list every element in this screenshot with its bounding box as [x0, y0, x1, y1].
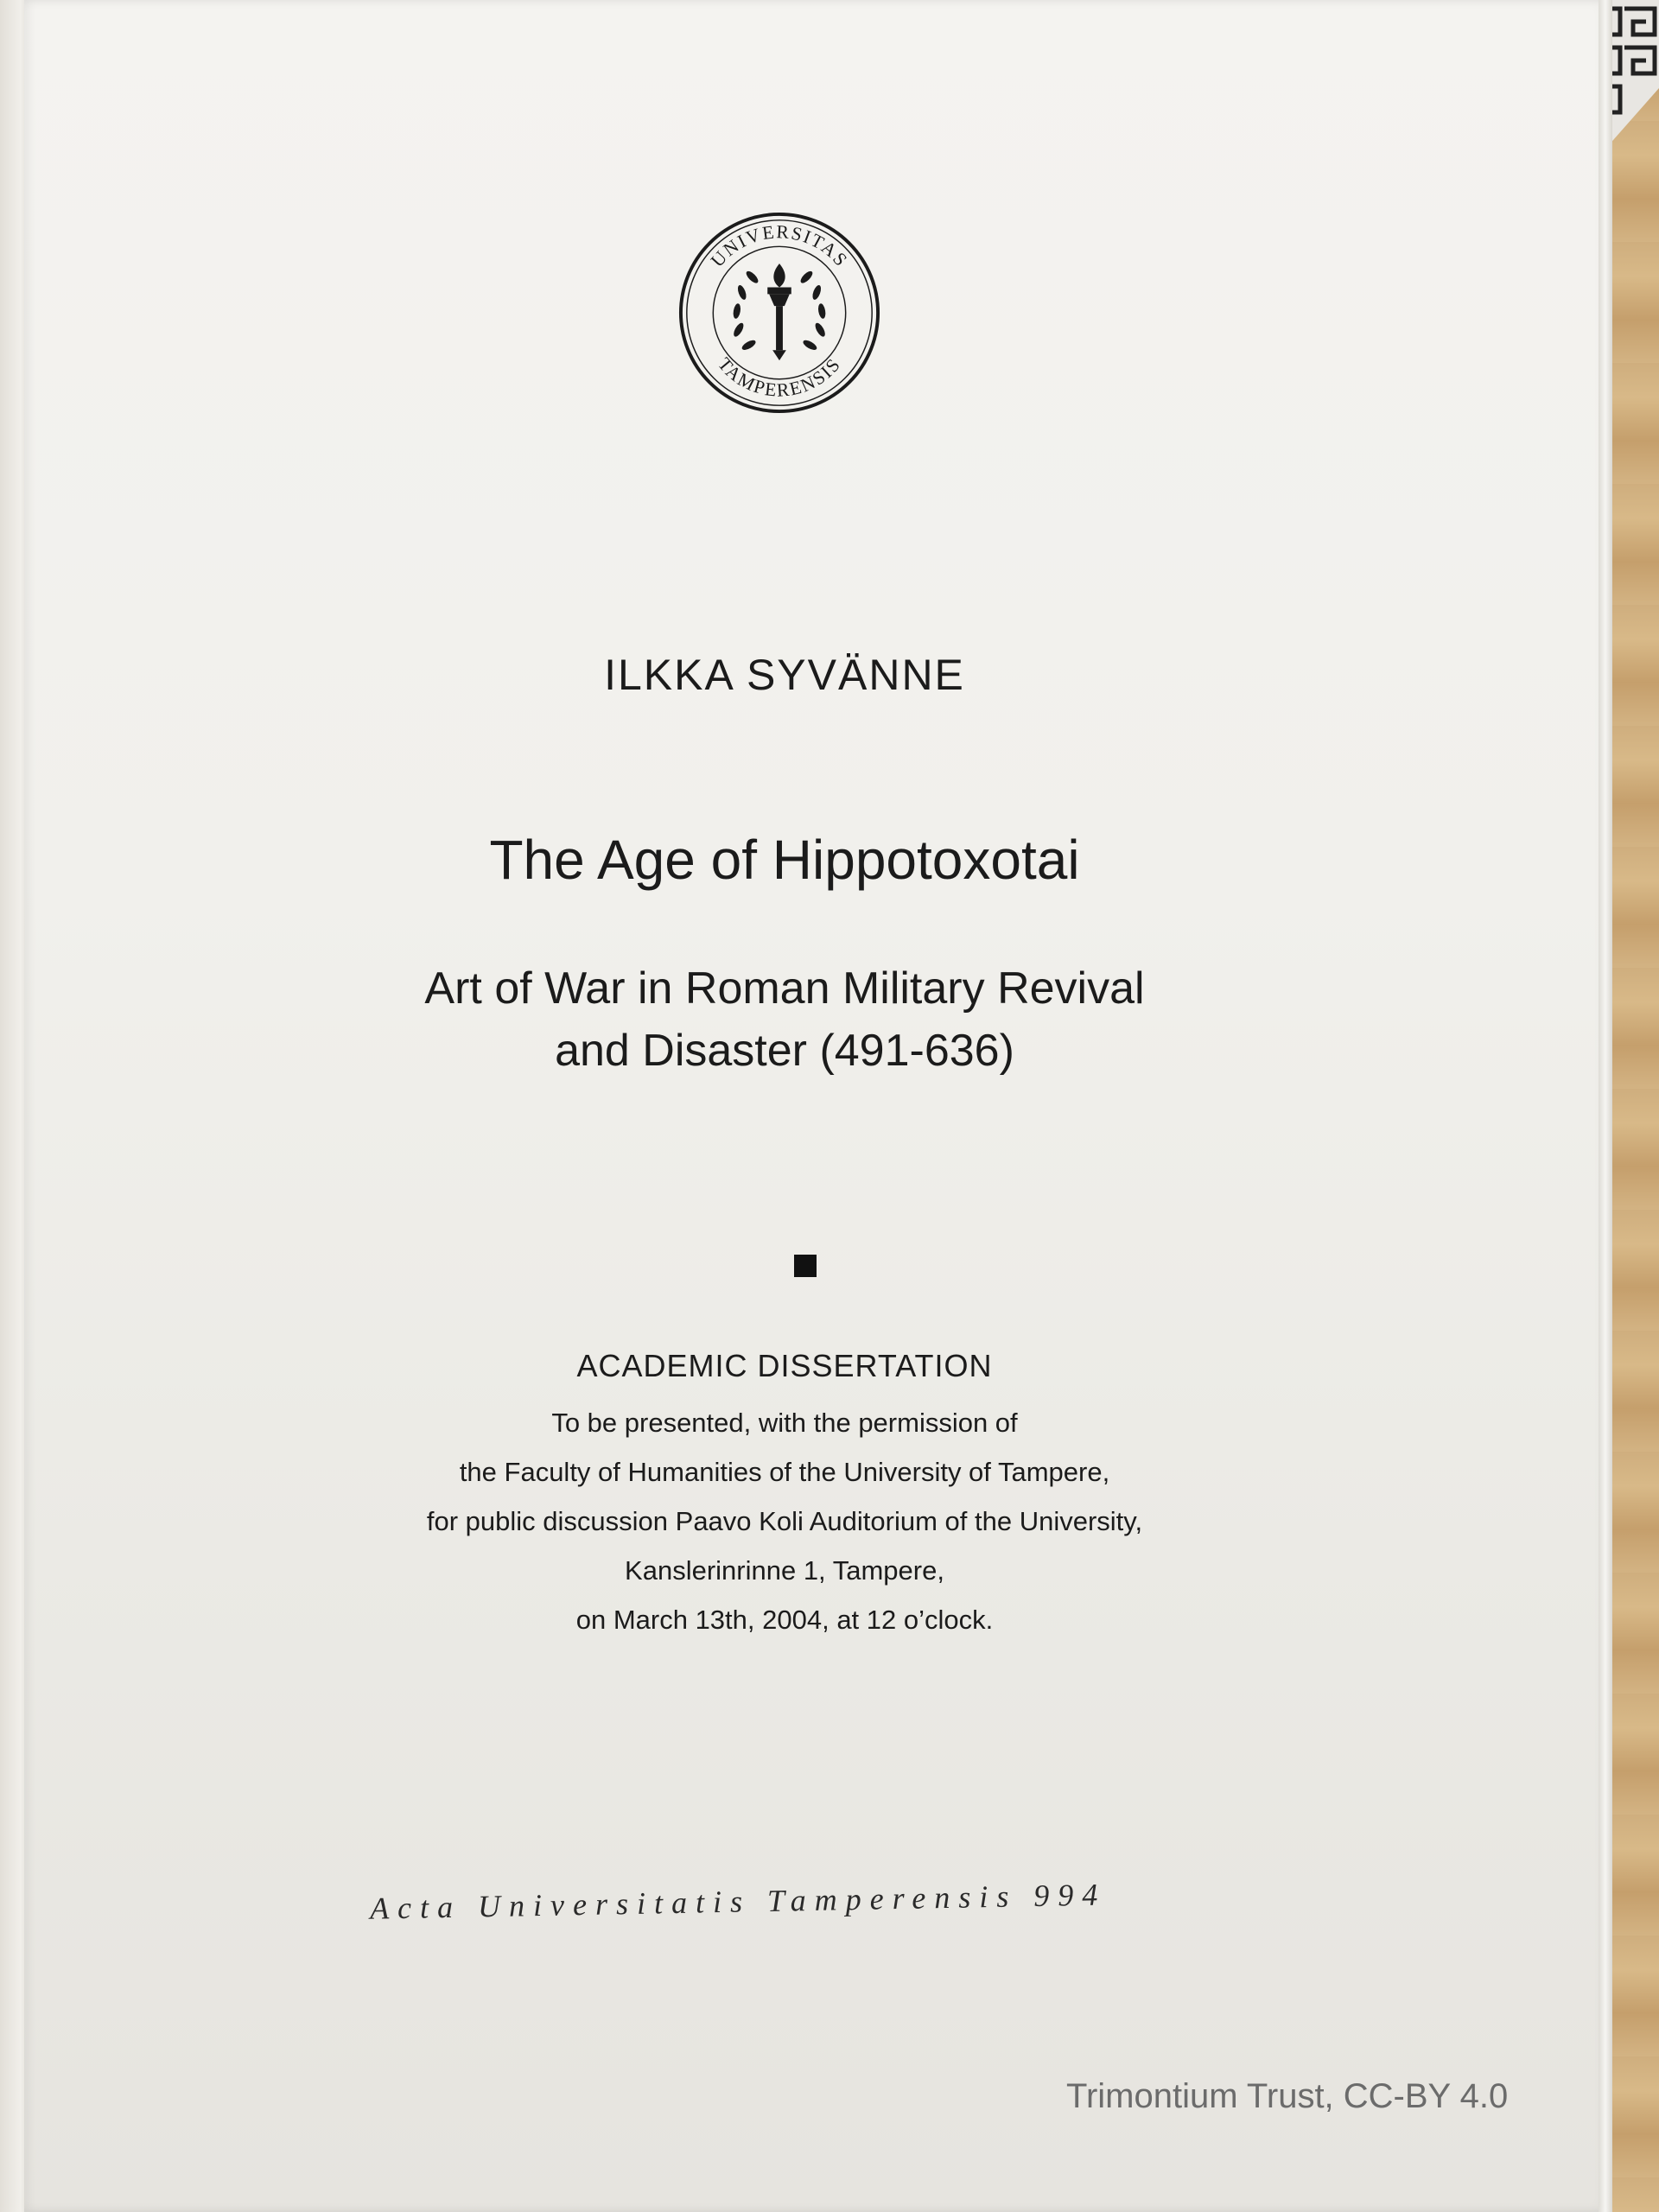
- details-line: To be presented, with the permission of: [551, 1408, 1018, 1438]
- square-bullet: [794, 1255, 817, 1277]
- subtitle-line: Art of War in Roman Military Revival: [424, 963, 1145, 1014]
- dissertation-heading: ACADEMIC DISSERTATION: [576, 1348, 993, 1383]
- details-line: Kanslerinrinne 1, Tampere,: [625, 1555, 944, 1586]
- seal-text-top: UNIVERSITAS: [706, 221, 853, 271]
- book-title: The Age of Hippotoxotai: [489, 829, 1080, 891]
- seal-torch: [767, 264, 791, 360]
- author-name: ILKKA SYVÄNNE: [604, 651, 965, 699]
- subtitle-line: and Disaster (491-636): [555, 1026, 1014, 1076]
- seal-text-bottom: TAMPERENSIS: [714, 353, 846, 401]
- series-name: Acta Universitatis Tamperensis 994: [369, 1877, 1107, 1926]
- university-seal: [677, 211, 881, 415]
- details-line: on March 13th, 2004, at 12 o’clock.: [575, 1605, 994, 1635]
- details-line: for public discussion Paavo Koli Auditorium of the University,: [426, 1506, 1143, 1536]
- image-credit: Trimontium Trust, CC-BY 4.0: [1066, 2077, 1509, 2115]
- page-stack-edge: [1599, 0, 1612, 2212]
- title-page: [24, 0, 1612, 2212]
- book-subtitle: [24, 957, 1545, 1082]
- details-line: the Faculty of Humanities of the University of Tampere,: [459, 1457, 1110, 1487]
- dissertation-details: [24, 1398, 1545, 1644]
